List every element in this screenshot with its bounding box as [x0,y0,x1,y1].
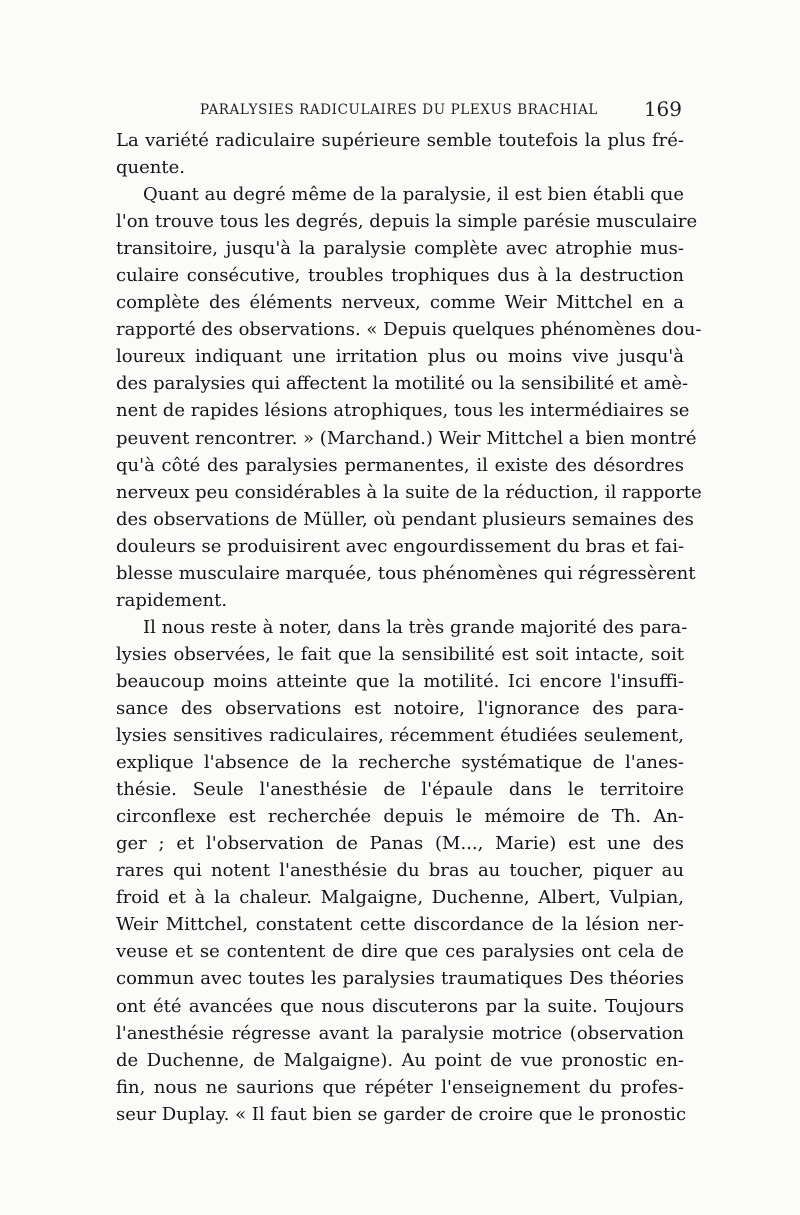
text-line: thésie. Seule l'anesthésie de l'épaule dans le territoire [116,779,684,801]
text-line: seur Duplay. « Il faut bien se garder de croire que le pronostic [116,1103,687,1125]
text-line: de Duchenne, de Malgaigne). Au point de vue pronostic en- [116,1049,684,1071]
text-line: douleurs se produisirent avec engourdissement du bras et fai- [116,535,685,557]
text-line: rares qui notent l'anesthésie du bras au toucher, piquer au [116,860,684,882]
text-line: veuse et se contentent de dire que ces paralysies ont cela de [116,941,684,963]
text-line: explique l'absence de la recherche systématique de l'anes- [116,752,684,774]
text-line: sance des observations est notoire, l'ignorance des para- [116,697,684,719]
text-line: ger ; et l'observation de Panas (M..., Marie) est une des [116,833,684,855]
text-line: peuvent rencontrer. » (Marchand.) Weir Mittchel a bien montré [116,427,697,449]
text-line: ont été avancées que nous discuterons par la suite. Toujours [116,995,684,1017]
text-line: rapporté des observations. « Depuis quelques phénomènes dou- [116,319,702,341]
text-line: blesse musculaire marquée, tous phénomènes qui régressèrent [116,562,696,584]
text-line: rapidement. [116,589,228,611]
body-text [116,127,702,1128]
text-line: La variété radiculaire supérieure semble toutefois la plus fré- [116,130,684,151]
text-line: quente. [116,157,185,179]
text-line: qu'à côté des paralysies permanentes, il existe des désordres [116,454,684,476]
text-line: lysies observées, le fait que la sensibilité est soit intacte, soit [116,643,684,665]
text-line: nerveux peu considérables à la suite de la réduction, il rapporte [116,481,702,503]
page-number: 169 [643,97,682,121]
running-head [116,97,684,127]
text-line: commun avec toutes les paralysies traumatiques Des théories [116,968,684,990]
text-line: Il nous reste à noter, dans la très grande majorité des para- [143,616,688,638]
text-line: nent de rapides lésions atrophiques, tous les intermédiaires se [116,400,690,422]
text-line: circonflexe est recherchée depuis le mémoire de Th. An- [116,806,684,828]
text-line: fin, nous ne saurions que répéter l'enseignement du profes- [116,1076,684,1098]
text-line: beaucoup moins atteinte que la motilité. Ici encore l'insuffi- [116,670,684,692]
text-line: loureux indiquant une irritation plus ou moins vive jusqu'à [116,346,684,368]
text-line: des paralysies qui affectent la motilité ou la sensibilité et amè- [116,373,689,395]
text-line: froid et à la chaleur. Malgaigne, Duchenne, Albert, Vulpian, [116,887,684,909]
text-line: Quant au degré même de la paralysie, il est bien établi que [143,184,684,206]
running-title: PARALYSIES RADICULAIRES DU PLEXUS BRACHIAL [200,102,598,118]
text-line: Weir Mittchel, constatent cette discordance de la lésion ner- [116,914,684,936]
text-line: transitoire, jusqu'à la paralysie complète avec atrophie mus- [116,238,684,260]
text-line: culaire consécutive, troubles trophiques dus à la destruction [116,265,684,287]
text-line: complète des éléments nerveux, comme Weir Mittchel en a [116,292,684,314]
text-line: l'anesthésie régresse avant la paralysie motrice (observation [116,1022,684,1044]
text-line: des observations de Müller, où pendant plusieurs semaines des [116,508,694,530]
text-line: lysies sensitives radiculaires, récemment étudiées seulement, [116,725,684,747]
text-line: l'on trouve tous les degrés, depuis la simple parésie musculaire [116,211,698,233]
